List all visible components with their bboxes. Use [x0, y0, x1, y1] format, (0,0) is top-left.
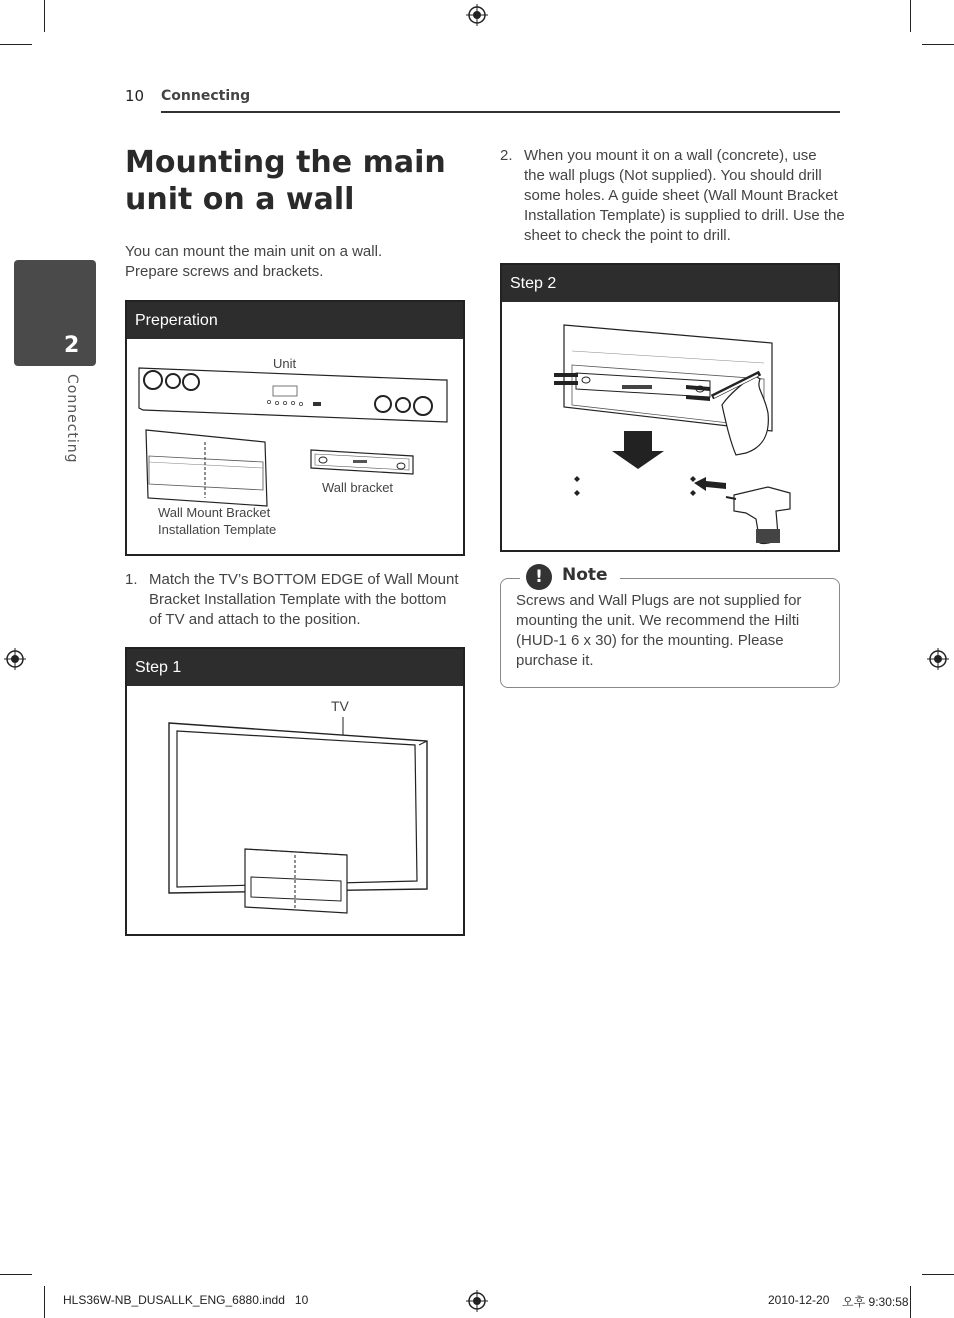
section-header: Connecting [161, 88, 251, 104]
step1-number: 1. [125, 571, 138, 588]
wall-bracket-label: Wall bracket [322, 480, 394, 495]
crop-mark [0, 1274, 32, 1275]
registration-mark-icon [927, 648, 949, 670]
tv-mounting-illustration [167, 715, 431, 919]
preparation-box [125, 300, 465, 556]
note-text: Screws and Wall Plugs are not supplied for mounting the unit. We recommend the Hilti (HUD-1 6 x 30) for the mounting. Please purchase it. [516, 592, 802, 669]
page-number: 10 [125, 87, 145, 105]
step2-instructions: When you mount it on a wall (concrete), use the wall plugs (Not supplied). You should drill some holes. A guide sheet (Wall Mount Bracket Installation Template) is supplied to drill. Use the sheet to check the point to drill. [524, 147, 845, 244]
tv-label: TV [331, 698, 349, 714]
crop-mark [910, 0, 911, 32]
chapter-label: Connecting [64, 374, 80, 464]
registration-mark-icon [466, 1290, 488, 1312]
wall-bracket-illustration [309, 448, 417, 476]
registration-mark-icon [466, 4, 488, 26]
crop-mark [0, 44, 32, 45]
page-title: Mounting the main unit on a wall [125, 145, 446, 217]
footer-date: 2010-12-20 [768, 1293, 830, 1307]
intro-text: You can mount the main unit on a wall. Prepare screws and brackets. [125, 243, 383, 280]
unit-label: Unit [273, 356, 297, 371]
header-rule [161, 111, 840, 113]
crop-mark [922, 44, 954, 45]
step1-box [125, 647, 465, 936]
footer-filename: HLS36W-NB_DUSALLK_ENG_6880.indd 10 [63, 1293, 309, 1307]
template-sheet-illustration [145, 428, 269, 508]
template-label-line2: Installation Template [158, 522, 277, 537]
step2-heading: Step 2 [502, 265, 838, 302]
note-title: Note [562, 565, 608, 585]
registration-mark-icon [4, 648, 26, 670]
preparation-heading: Preperation [127, 302, 463, 339]
step2-box [500, 263, 840, 552]
step1-heading: Step 1 [127, 649, 463, 686]
step1-instructions: Match the TV’s BOTTOM EDGE of Wall Mount Bracket Installation Template with the bottom of TV and attach to the position. [149, 571, 459, 628]
exclamation-icon: ! [526, 564, 552, 590]
crop-mark [44, 1286, 45, 1318]
chapter-number: 2 [64, 333, 80, 358]
step2-drilling-illustration [550, 323, 800, 549]
crop-mark [922, 1274, 954, 1275]
step2-number: 2. [500, 147, 513, 164]
crop-mark [910, 1286, 911, 1318]
template-label-line1: Wall Mount Bracket [158, 505, 271, 520]
crop-mark [44, 0, 45, 32]
chapter-tab [14, 260, 96, 366]
footer-time: 오후 9:30:58 [842, 1295, 909, 1309]
soundbar-unit-illustration [137, 364, 451, 424]
